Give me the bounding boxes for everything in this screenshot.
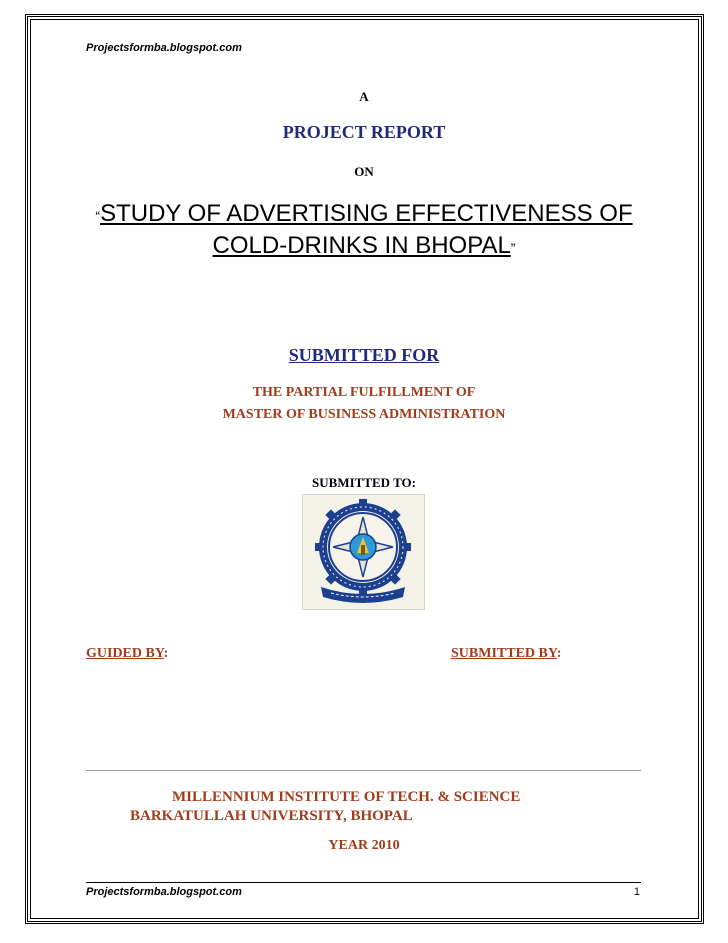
page-border-inner	[30, 19, 699, 919]
university-name: BARKATULLAH UNIVERSITY, BHOPAL	[130, 808, 413, 824]
title-project-report: PROJECT REPORT	[282, 122, 446, 142]
submitted-by-label	[451, 646, 561, 662]
report-title	[0, 199, 728, 263]
report-title-line-1	[0, 199, 728, 231]
footer-site: Projectsformba.blogspot.com	[86, 886, 242, 898]
guided-by-text: GUIDED BY	[86, 646, 164, 661]
submitted-for: SUBMITTED FOR	[288, 345, 440, 365]
submitted-by-text: SUBMITTED BY	[451, 646, 557, 661]
partial-fulfillment: THE PARTIAL FULFILLMENT OF	[252, 385, 476, 400]
page-number: 1	[633, 886, 640, 898]
degree-name: MASTER OF BUSINESS ADMINISTRATION	[222, 407, 506, 422]
report-year: YEAR 2010	[328, 838, 400, 853]
section-divider	[86, 770, 641, 771]
close-quote: ”	[510, 240, 516, 256]
title-a: A	[359, 89, 369, 104]
open-quote: “	[95, 208, 101, 224]
page-border	[25, 14, 704, 924]
submitted-to: SUBMITTED TO:	[312, 475, 416, 490]
institute-seal-icon	[303, 495, 424, 609]
report-title-text-1: STUDY OF ADVERTISING EFFECTIVENESS OF	[100, 200, 633, 227]
institute-name: MILLENNIUM INSTITUTE OF TECH. & SCIENCE	[172, 789, 521, 805]
header-site: Projectsformba.blogspot.com	[86, 42, 242, 54]
title-on: ON	[354, 164, 374, 179]
report-title-text-2: COLD-DRINKS IN BHOPAL	[212, 232, 511, 259]
submitted-by-colon: :	[556, 646, 562, 661]
institute-logo	[302, 494, 425, 610]
guided-by-colon: :	[163, 646, 169, 661]
guided-by-label	[86, 646, 168, 662]
report-title-line-2	[0, 231, 728, 263]
footer-divider	[86, 882, 641, 883]
